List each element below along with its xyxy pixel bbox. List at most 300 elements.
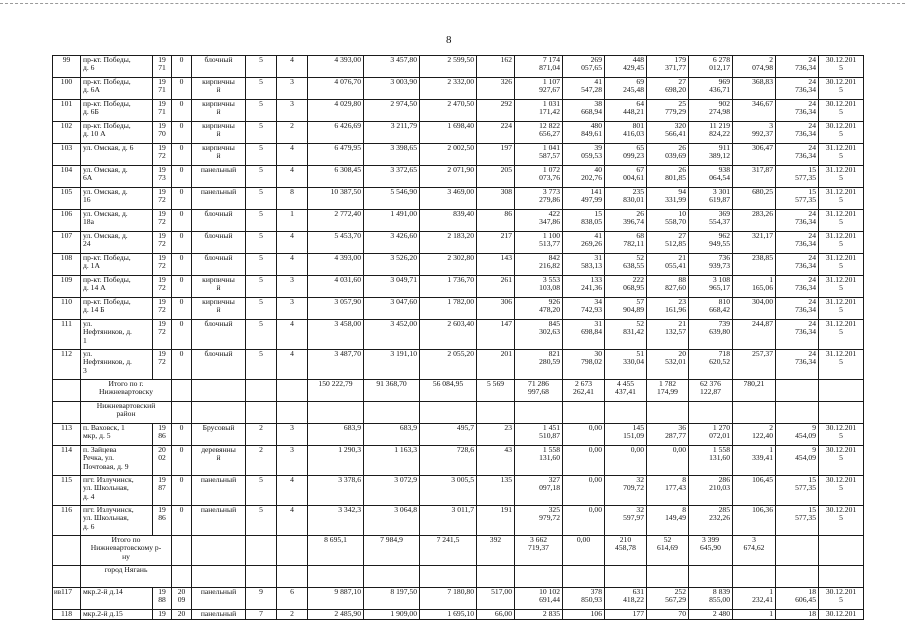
regional-share-cell: 448 429,45 [605, 56, 647, 78]
subtotal-label: Итого по г. Нижневартовску [81, 380, 172, 402]
regional-share-cell: 32 709,72 [605, 476, 647, 506]
empty-cell [192, 536, 246, 566]
wall-material-cell: Брусовый [192, 424, 246, 446]
floors-cell: 5 [246, 506, 277, 536]
table-row [53, 276, 864, 298]
deadline-cell: 31.12.201 5 [819, 188, 864, 210]
fund-share-cell: 0,00 [563, 446, 605, 476]
year-commissioned-cell: 0 [172, 298, 192, 320]
housing-register-table [52, 55, 864, 620]
cost-per-sqm-cell: 238,85 [733, 254, 776, 276]
row-number-cell: 113 [53, 424, 81, 446]
entrances-cell: 1 [277, 210, 308, 232]
total-area-cell: 6 308,45 [308, 166, 364, 188]
deadline-cell: 31.12.201 5 [819, 166, 864, 188]
empty-cell [277, 536, 308, 566]
regional-share-cell: 64 448,21 [605, 100, 647, 122]
empty-cell [819, 566, 864, 588]
table-row [53, 506, 864, 536]
row-number-cell: 106 [53, 210, 81, 232]
residents-cell: 162 [477, 56, 515, 78]
fund-share-cell: 40 202,76 [563, 166, 605, 188]
row-number-cell: 112 [53, 350, 81, 380]
total-area-cell: 683,9 [308, 424, 364, 446]
private-area-cell: 2 002,50 [420, 144, 477, 166]
fund-share-cell: 31 698,84 [563, 320, 605, 350]
residents-cell: 43 [477, 446, 515, 476]
owners-share-cell: 2 480 [689, 610, 733, 620]
residents-cell: 517,00 [477, 588, 515, 610]
year-built-cell: 19 72 [153, 254, 172, 276]
limit-cost-cell: 24 736,34 [776, 78, 819, 100]
regional-share-cell: 145 151,09 [605, 424, 647, 446]
year-built-cell: 19 72 [153, 298, 172, 320]
table-row [53, 56, 864, 78]
table-row [53, 424, 864, 446]
private-area-cell: 1 695,10 [420, 610, 477, 620]
row-number-cell: 100 [53, 78, 81, 100]
total-area-cell: 3 342,3 [308, 506, 364, 536]
limit-cost-cell: 24 736,34 [776, 276, 819, 298]
row-number-cell: 105 [53, 188, 81, 210]
empty-cell [53, 536, 81, 566]
residents-cell: 197 [477, 144, 515, 166]
owners-share-cell: 736 939,73 [689, 254, 733, 276]
wall-material-cell: блочный [192, 210, 246, 232]
subtotal-row [53, 380, 864, 402]
total-area-cell: 5 453,70 [308, 232, 364, 254]
fund-share-cell: 269 057,65 [563, 56, 605, 78]
owners-share-cell: 911 389,12 [689, 144, 733, 166]
address-cell: пгт. Излучинск, ул. Школьная, д. 4 [81, 476, 153, 506]
empty-cell [192, 566, 246, 588]
empty-cell [53, 380, 81, 402]
empty-cell [605, 566, 647, 588]
total-area-cell: 2 772,40 [308, 210, 364, 232]
fund-share-cell: 0,00 [563, 536, 605, 566]
living-area-cell: 3 398,65 [364, 144, 420, 166]
table-row [53, 210, 864, 232]
empty-cell [776, 380, 819, 402]
entrances-cell: 3 [277, 276, 308, 298]
limit-cost-cell: 9 454,09 [776, 446, 819, 476]
limit-cost-cell: 15 577,35 [776, 476, 819, 506]
floors-cell: 5 [246, 122, 277, 144]
empty-cell [364, 402, 420, 424]
entrances-cell: 4 [277, 144, 308, 166]
row-number-cell: 117 [53, 588, 81, 610]
limit-cost-cell: 24 736,34 [776, 100, 819, 122]
year-built-cell: 19 88 [153, 588, 172, 610]
living-area-cell: 3 003,90 [364, 78, 420, 100]
empty-cell [477, 566, 515, 588]
address-cell: п. Ваховск, 1 мкр, д. 5 [81, 424, 153, 446]
residents-cell: 191 [477, 506, 515, 536]
residents-cell: 392 [477, 536, 515, 566]
empty-cell [819, 402, 864, 424]
wall-material-cell: панельный [192, 610, 246, 620]
private-area-cell: 2 183,20 [420, 232, 477, 254]
floors-cell: 5 [246, 188, 277, 210]
floors-cell: 5 [246, 78, 277, 100]
year-commissioned-cell: 0 [172, 254, 192, 276]
owners-share-cell: 3 301 619,87 [689, 188, 733, 210]
total-area-cell: 9 887,10 [308, 588, 364, 610]
entrances-cell: 3 [277, 100, 308, 122]
cost-per-sqm-cell: 257,37 [733, 350, 776, 380]
private-area-cell: 2 470,50 [420, 100, 477, 122]
total-area-cell: 4 031,60 [308, 276, 364, 298]
owners-share-cell: 8 839 855,00 [689, 588, 733, 610]
regional-share-cell: 0,00 [605, 446, 647, 476]
regional-share-cell: 26 396,74 [605, 210, 647, 232]
row-number-cell: 99 [53, 56, 81, 78]
limit-cost-cell: 24 736,34 [776, 144, 819, 166]
cost-per-sqm-cell: 3 674,62 [733, 536, 776, 566]
living-area-cell: 683,9 [364, 424, 420, 446]
empty-cell [172, 402, 192, 424]
living-area-cell: 1 909,00 [364, 610, 420, 620]
year-commissioned-cell: 0 [172, 424, 192, 446]
table-row [53, 298, 864, 320]
deadline-cell: 30.12.201 5 [819, 122, 864, 144]
limit-cost-cell: 24 736,34 [776, 210, 819, 232]
total-area-cell: 3 487,70 [308, 350, 364, 380]
entrances-cell: 2 [277, 122, 308, 144]
address-cell: пр-кт. Победы, д. 6А [81, 78, 153, 100]
empty-cell [563, 402, 605, 424]
year-commissioned-cell: 0 [172, 276, 192, 298]
local-share-cell: 26 039,69 [647, 144, 689, 166]
local-share-cell: 70 [647, 610, 689, 620]
private-area-cell: 728,6 [420, 446, 477, 476]
residents-cell: 23 [477, 424, 515, 446]
owners-share-cell: 718 620,52 [689, 350, 733, 380]
owners-share-cell: 938 064,54 [689, 166, 733, 188]
fund-share-cell: 106 [563, 610, 605, 620]
empty-cell [477, 402, 515, 424]
table-row [53, 610, 864, 620]
floors-cell: 5 [246, 350, 277, 380]
empty-cell [689, 566, 733, 588]
year-commissioned-cell: 0 [172, 166, 192, 188]
row-number-cell: 104 [53, 166, 81, 188]
cost-per-sqm-cell: 321,17 [733, 232, 776, 254]
row-number-cell: 107 [53, 232, 81, 254]
deadline-cell: 31.12.201 5 [819, 276, 864, 298]
local-share-cell: 8 177,43 [647, 476, 689, 506]
floors-cell: 5 [246, 232, 277, 254]
living-area-cell: 5 546,90 [364, 188, 420, 210]
wall-material-cell: кирпичны й [192, 298, 246, 320]
total-cost-cell: 1 072 073,76 [515, 166, 563, 188]
owners-share-cell: 285 232,26 [689, 506, 733, 536]
table-row [53, 320, 864, 350]
floors-cell: 5 [246, 254, 277, 276]
year-commissioned-cell: 0 [172, 144, 192, 166]
wall-material-cell: блочный [192, 350, 246, 380]
cost-per-sqm-cell: 306,47 [733, 144, 776, 166]
total-area-cell: 4 076,70 [308, 78, 364, 100]
total-cost-cell: 3 553 103,08 [515, 276, 563, 298]
total-cost-cell: 1 558 131,60 [515, 446, 563, 476]
living-area-cell: 91 368,70 [364, 380, 420, 402]
total-cost-cell: 1 031 171,42 [515, 100, 563, 122]
cost-per-sqm-cell: 1 232,41 [733, 588, 776, 610]
private-area-cell: 2 599,50 [420, 56, 477, 78]
table-row [53, 100, 864, 122]
page-number: 8 [446, 34, 452, 46]
deadline-cell: 31.12.201 5 [819, 350, 864, 380]
total-area-cell: 3 458,00 [308, 320, 364, 350]
deadline-cell: 30.12.201 5 [819, 424, 864, 446]
row-number-cell: 111 [53, 320, 81, 350]
total-cost-cell: 1 041 587,57 [515, 144, 563, 166]
year-built-cell: 19 72 [153, 188, 172, 210]
fund-share-cell: 41 269,26 [563, 232, 605, 254]
residents-cell: 205 [477, 166, 515, 188]
owners-share-cell: 3 399 645,90 [689, 536, 733, 566]
regional-share-cell: 4 455 437,41 [605, 380, 647, 402]
empty-cell [172, 380, 192, 402]
owners-share-cell: 1 270 072,01 [689, 424, 733, 446]
year-commissioned-cell: 0 [172, 232, 192, 254]
entrances-cell: 4 [277, 320, 308, 350]
empty-cell [689, 402, 733, 424]
regional-share-cell: 222 068,95 [605, 276, 647, 298]
address-cell: ул. Нефтяников, д. 3 [81, 350, 153, 380]
total-cost-cell: 821 280,59 [515, 350, 563, 380]
entrances-cell: 3 [277, 446, 308, 476]
total-cost-cell: 3 773 279,86 [515, 188, 563, 210]
regional-share-cell: 631 418,22 [605, 588, 647, 610]
year-built-cell: 19 86 [153, 506, 172, 536]
fund-share-cell: 133 241,36 [563, 276, 605, 298]
entrances-cell: 3 [277, 424, 308, 446]
empty-cell [246, 402, 277, 424]
entrances-cell: 4 [277, 166, 308, 188]
deadline-cell: 31.12.201 5 [819, 144, 864, 166]
wall-material-cell: кирпичны й [192, 122, 246, 144]
private-area-cell: 2 071,90 [420, 166, 477, 188]
address-cell: мкр.2-й д.15 [81, 610, 153, 620]
local-share-cell: 88 827,60 [647, 276, 689, 298]
floors-cell: 9 [246, 588, 277, 610]
owners-share-cell: 11 219 824,22 [689, 122, 733, 144]
living-area-cell: 3 372,65 [364, 166, 420, 188]
living-area-cell: 3 211,79 [364, 122, 420, 144]
cost-per-sqm-cell: 680,25 [733, 188, 776, 210]
empty-cell [605, 402, 647, 424]
residents-cell: 292 [477, 100, 515, 122]
cost-per-sqm-cell: 1 339,41 [733, 446, 776, 476]
total-cost-cell: 3 662 719,37 [515, 536, 563, 566]
deadline-cell: 31.12.201 5 [819, 298, 864, 320]
year-commissioned-cell: 0 [172, 188, 192, 210]
address-cell: пр-кт. Победы, д. 10 А [81, 122, 153, 144]
residents-cell: 5 569 [477, 380, 515, 402]
deadline-cell: 31.12.201 5 [819, 254, 864, 276]
limit-cost-cell: 9 454,09 [776, 424, 819, 446]
private-area-cell: 2 603,40 [420, 320, 477, 350]
empty-cell [563, 566, 605, 588]
total-area-cell: 4 029,80 [308, 100, 364, 122]
empty-cell [420, 566, 477, 588]
fund-share-cell: 30 798,02 [563, 350, 605, 380]
local-share-cell: 252 567,29 [647, 588, 689, 610]
empty-cell [192, 380, 246, 402]
scan-edge [0, 3, 905, 4]
empty-cell [308, 402, 364, 424]
fund-share-cell: 0,00 [563, 506, 605, 536]
address-cell: ул. Омская, д. 6 [81, 144, 153, 166]
empty-cell [277, 566, 308, 588]
year-built-cell: 19 70 [153, 122, 172, 144]
empty-cell [733, 402, 776, 424]
empty-cell [819, 380, 864, 402]
limit-cost-cell: 15 577,35 [776, 506, 819, 536]
wall-material-cell: панельный [192, 188, 246, 210]
cost-per-sqm-cell: 3 992,37 [733, 122, 776, 144]
local-share-cell: 26 801,85 [647, 166, 689, 188]
entrances-cell: 4 [277, 254, 308, 276]
floors-cell: 5 [246, 298, 277, 320]
limit-cost-cell: 24 736,34 [776, 56, 819, 78]
cost-per-sqm-cell: 283,26 [733, 210, 776, 232]
section-header-row [53, 566, 864, 588]
entrances-cell: 3 [277, 78, 308, 100]
residents-cell: 147 [477, 320, 515, 350]
local-share-cell: 23 161,96 [647, 298, 689, 320]
fund-share-cell: 15 838,05 [563, 210, 605, 232]
floors-cell: 5 [246, 276, 277, 298]
local-share-cell: 25 779,29 [647, 100, 689, 122]
total-area-cell: 10 387,50 [308, 188, 364, 210]
empty-cell [172, 566, 192, 588]
floors-cell: 7 [246, 610, 277, 620]
local-share-cell: 94 331,99 [647, 188, 689, 210]
year-commissioned-cell: 0 [172, 56, 192, 78]
cost-per-sqm-cell: 1 165,06 [733, 276, 776, 298]
floors-cell: 5 [246, 166, 277, 188]
living-area-cell: 1 163,3 [364, 446, 420, 476]
row-number-cell: 101 [53, 100, 81, 122]
deadline-cell: 30.12.201 5 [819, 476, 864, 506]
year-built-cell: 19 72 [153, 210, 172, 232]
year-built-cell: 19 72 [153, 350, 172, 380]
address-cell: пр-кт. Победы, д. 6Б [81, 100, 153, 122]
floors-cell: 5 [246, 144, 277, 166]
regional-share-cell: 51 330,04 [605, 350, 647, 380]
total-area-cell: 1 290,3 [308, 446, 364, 476]
empty-cell [364, 566, 420, 588]
fund-share-cell: 39 059,53 [563, 144, 605, 166]
living-area-cell: 3 047,60 [364, 298, 420, 320]
regional-share-cell: 67 004,61 [605, 166, 647, 188]
empty-cell [647, 566, 689, 588]
table-row [53, 476, 864, 506]
empty-cell [277, 402, 308, 424]
year-commissioned-cell: 0 [172, 78, 192, 100]
total-cost-cell: 71 286 997,68 [515, 380, 563, 402]
deadline-cell: 30.12.201 5 [819, 56, 864, 78]
total-cost-cell: 2 835 [515, 610, 563, 620]
regional-share-cell: 210 458,78 [605, 536, 647, 566]
total-cost-cell: 7 174 871,04 [515, 56, 563, 78]
private-area-cell: 495,7 [420, 424, 477, 446]
empty-cell [53, 402, 81, 424]
living-area-cell: 1 491,00 [364, 210, 420, 232]
private-area-cell: 2 332,00 [420, 78, 477, 100]
address-cell: пгт. Излучинск, ул. Школьная, д. 6 [81, 506, 153, 536]
wall-material-cell: панельный [192, 476, 246, 506]
local-share-cell: 10 558,70 [647, 210, 689, 232]
entrances-cell: 2 [277, 610, 308, 620]
owners-share-cell: 3 108 965,17 [689, 276, 733, 298]
fund-share-cell: 31 583,13 [563, 254, 605, 276]
regional-share-cell: 69 245,48 [605, 78, 647, 100]
address-cell: п. Зайцева Речка, ул. Почтовая, д. 9 [81, 446, 153, 476]
empty-cell [277, 380, 308, 402]
total-area-cell: 4 393,00 [308, 254, 364, 276]
address-cell: ул. Омская, д. 16 [81, 188, 153, 210]
total-cost-cell: 1 100 513,77 [515, 232, 563, 254]
empty-cell [515, 402, 563, 424]
year-commissioned-cell: 20 [172, 610, 192, 620]
wall-material-cell: панельный [192, 588, 246, 610]
row-number-cell: 110 [53, 298, 81, 320]
wall-material-cell: блочный [192, 56, 246, 78]
local-share-cell: 27 698,20 [647, 78, 689, 100]
private-area-cell: 3 011,7 [420, 506, 477, 536]
total-area-cell: 4 393,00 [308, 56, 364, 78]
deadline-cell: 31.12.201 5 [819, 320, 864, 350]
fund-share-cell: 0,00 [563, 476, 605, 506]
fund-share-cell: 0,00 [563, 424, 605, 446]
residents-cell: 66,00 [477, 610, 515, 620]
year-built-cell: 19 87 [153, 476, 172, 506]
total-cost-cell: 1 451 510,87 [515, 424, 563, 446]
private-area-cell: 2 302,80 [420, 254, 477, 276]
wall-material-cell: блочный [192, 320, 246, 350]
cost-per-sqm-cell: 346,67 [733, 100, 776, 122]
living-area-cell: 3 049,71 [364, 276, 420, 298]
section-header-label: Нижневартовский район [81, 402, 172, 424]
entrances-cell: 4 [277, 56, 308, 78]
owners-share-cell: 902 274,98 [689, 100, 733, 122]
limit-cost-cell: 24 736,34 [776, 122, 819, 144]
private-area-cell: 1 698,40 [420, 122, 477, 144]
local-share-cell: 320 566,41 [647, 122, 689, 144]
total-area-cell: 6 426,69 [308, 122, 364, 144]
owners-share-cell: 969 436,71 [689, 78, 733, 100]
deadline-cell: 30.12.201 5 [819, 78, 864, 100]
total-cost-cell: 10 102 691,44 [515, 588, 563, 610]
cost-per-sqm-cell: 317,87 [733, 166, 776, 188]
total-cost-cell: 845 302,63 [515, 320, 563, 350]
wall-material-cell: кирпичны й [192, 276, 246, 298]
living-area-cell: 7 984,9 [364, 536, 420, 566]
cost-per-sqm-cell: 2 074,98 [733, 56, 776, 78]
limit-cost-cell: 24 736,34 [776, 350, 819, 380]
total-cost-cell: 926 478,20 [515, 298, 563, 320]
year-built-cell: 19 86 [153, 424, 172, 446]
total-cost-cell: 327 097,18 [515, 476, 563, 506]
regional-share-cell: 65 099,23 [605, 144, 647, 166]
year-built-cell: 19 72 [153, 276, 172, 298]
fund-share-cell: 34 742,93 [563, 298, 605, 320]
year-commissioned-cell: 0 [172, 350, 192, 380]
